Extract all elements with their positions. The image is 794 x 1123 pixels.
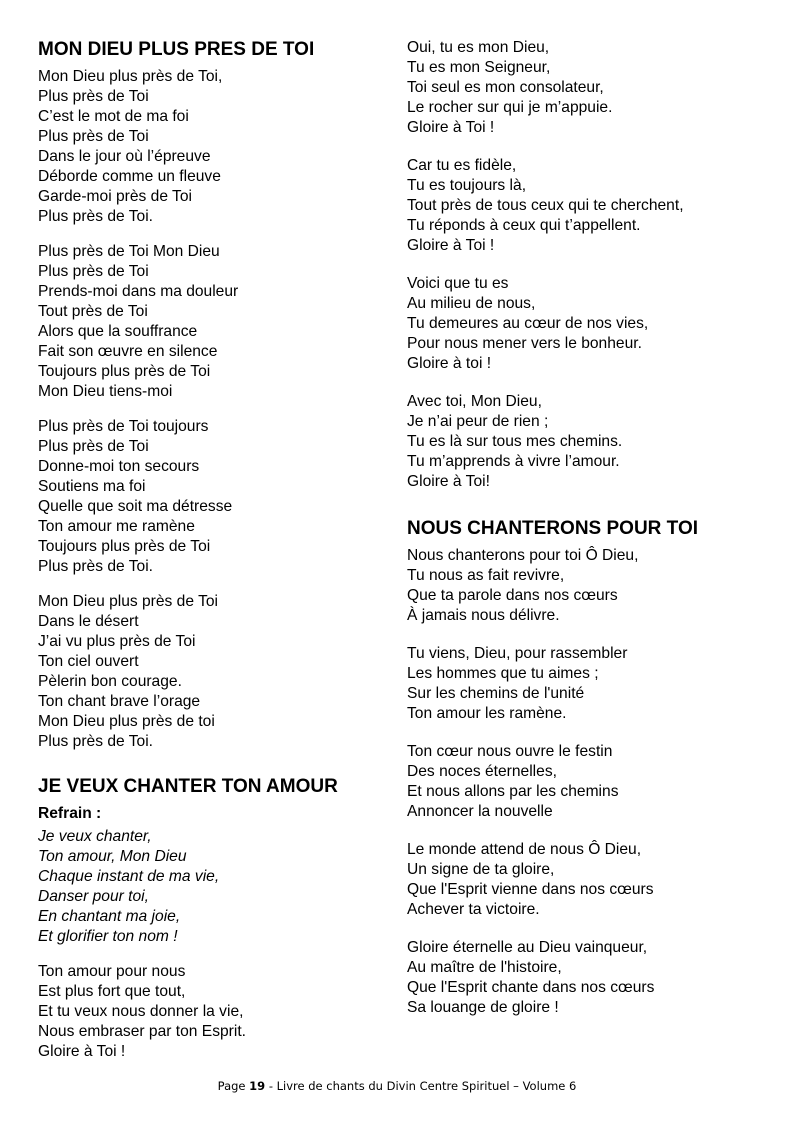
lyric-line: Ton chant brave l’orage bbox=[38, 693, 201, 710]
lyric-line: Tout près de tous ceux qui te cherchent, bbox=[407, 197, 684, 214]
lyric-line: Soutiens ma foi bbox=[38, 478, 146, 495]
lyric-line: Sur les chemins de l'unité bbox=[407, 685, 585, 702]
lyric-line: Sa louange de gloire ! bbox=[407, 999, 559, 1016]
lyric-line: Toujours plus près de Toi bbox=[38, 538, 211, 555]
right-column bbox=[407, 38, 767, 1018]
stanza bbox=[407, 840, 767, 920]
song-body-nous-chanterons bbox=[407, 546, 767, 1018]
lyric-line: Pèlerin bon courage. bbox=[38, 673, 182, 690]
lyric-line: Les hommes que tu aimes ; bbox=[407, 665, 599, 682]
stanza bbox=[407, 742, 767, 822]
lyric-line: Mon Dieu tiens-moi bbox=[38, 383, 173, 400]
lyric-line: Le monde attend de nous Ô Dieu, bbox=[407, 841, 642, 858]
lyric-line: Garde-moi près de Toi bbox=[38, 188, 192, 205]
lyric-line: Gloire à toi ! bbox=[407, 355, 492, 372]
lyric-line: Mon Dieu plus près de toi bbox=[38, 713, 215, 730]
lyric-line: Gloire à Toi ! bbox=[38, 1043, 126, 1060]
lyric-line: Tu es là sur tous mes chemins. bbox=[407, 433, 623, 450]
stanza bbox=[407, 274, 767, 374]
stanza bbox=[407, 644, 767, 724]
lyric-line: Oui, tu es mon Dieu, bbox=[407, 39, 550, 56]
footer-prefix: Page bbox=[217, 1079, 250, 1093]
refrain-text bbox=[38, 827, 388, 947]
lyric-line: Quelle que soit ma détresse bbox=[38, 498, 233, 515]
lyric-line: Plus près de Toi Mon Dieu bbox=[38, 243, 220, 260]
lyric-line: Plus près de Toi bbox=[38, 88, 149, 105]
lyric-line: Gloire éternelle au Dieu vainqueur, bbox=[407, 939, 648, 956]
lyric-line: Ton amour les ramène. bbox=[407, 705, 567, 722]
lyric-line: Danser pour toi, bbox=[38, 888, 149, 905]
stanza bbox=[407, 392, 767, 492]
lyric-line: Tu es toujours là, bbox=[407, 177, 527, 194]
refrain-label: Refrain : bbox=[38, 805, 102, 822]
lyric-line: Gloire à Toi ! bbox=[407, 119, 495, 136]
lyric-line: Mon Dieu plus près de Toi bbox=[38, 593, 219, 610]
lyric-line: Des noces éternelles, bbox=[407, 763, 557, 780]
stanza bbox=[38, 417, 388, 577]
lyric-line: Mon Dieu plus près de Toi, bbox=[38, 68, 223, 85]
lyric-line: Au milieu de nous, bbox=[407, 295, 536, 312]
lyric-line: Gloire à Toi! bbox=[407, 473, 490, 490]
lyric-line: Est plus fort que tout, bbox=[38, 983, 186, 1000]
lyric-line: Plus près de Toi bbox=[38, 438, 149, 455]
song-body-mon-dieu bbox=[38, 67, 388, 752]
lyric-line: Gloire à Toi ! bbox=[407, 237, 495, 254]
lyric-line: Ton amour, Mon Dieu bbox=[38, 848, 187, 865]
lyric-line: Que ta parole dans nos cœurs bbox=[407, 587, 618, 604]
lyric-line: Plus près de Toi. bbox=[38, 733, 153, 750]
left-column bbox=[38, 38, 388, 1062]
lyric-line: Toujours plus près de Toi bbox=[38, 363, 211, 380]
lyric-line: Achever ta victoire. bbox=[407, 901, 540, 918]
lyric-line: Ton amour pour nous bbox=[38, 963, 186, 980]
lyric-line: Annoncer la nouvelle bbox=[407, 803, 553, 820]
lyric-line: Chaque instant de ma vie, bbox=[38, 868, 220, 885]
lyric-line: Je n’ai peur de rien ; bbox=[407, 413, 549, 430]
lyric-line: Plus près de Toi bbox=[38, 128, 149, 145]
stanza bbox=[407, 38, 767, 138]
lyric-line: Et glorifier ton nom ! bbox=[38, 928, 178, 945]
lyric-line: Tu demeures au cœur de nos vies, bbox=[407, 315, 649, 332]
lyric-line: Plus près de Toi. bbox=[38, 208, 153, 225]
lyric-line: Un signe de ta gloire, bbox=[407, 861, 555, 878]
lyric-line: Tu nous as fait revivre, bbox=[407, 567, 565, 584]
stanza bbox=[38, 67, 388, 227]
lyric-line: Nous chanterons pour toi Ô Dieu, bbox=[407, 547, 639, 564]
lyric-line: Au maître de l'histoire, bbox=[407, 959, 562, 976]
lyric-line: Ton amour me ramène bbox=[38, 518, 195, 535]
lyric-line: Pour nous mener vers le bonheur. bbox=[407, 335, 642, 352]
lyric-line: Plus près de Toi bbox=[38, 263, 149, 280]
lyric-line: Que l'Esprit vienne dans nos cœurs bbox=[407, 881, 654, 898]
lyric-line: Fait son œuvre en silence bbox=[38, 343, 218, 360]
stanza bbox=[38, 242, 388, 402]
lyric-line: Nous embraser par ton Esprit. bbox=[38, 1023, 247, 1040]
lyric-line: C’est le mot de ma foi bbox=[38, 108, 189, 125]
stanza bbox=[38, 592, 388, 752]
lyric-line: Prends-moi dans ma douleur bbox=[38, 283, 239, 300]
lyric-line: Dans le jour où l’épreuve bbox=[38, 148, 211, 165]
stanza bbox=[407, 156, 767, 256]
lyric-line: Alors que la souffrance bbox=[38, 323, 198, 340]
lyric-line: Et tu veux nous donner la vie, bbox=[38, 1003, 244, 1020]
song-body-je-veux-chanter-right bbox=[407, 38, 767, 492]
lyric-line: Tu es mon Seigneur, bbox=[407, 59, 551, 76]
lyric-line: Toi seul es mon consolateur, bbox=[407, 79, 604, 96]
lyric-line: J’ai vu plus près de Toi bbox=[38, 633, 196, 650]
lyric-line: Plus près de Toi toujours bbox=[38, 418, 209, 435]
lyric-line: Plus près de Toi. bbox=[38, 558, 153, 575]
stanza bbox=[407, 546, 767, 626]
lyric-line: Ton cœur nous ouvre le festin bbox=[407, 743, 613, 760]
lyric-line: Dans le désert bbox=[38, 613, 139, 630]
lyric-line: Je veux chanter, bbox=[38, 828, 152, 845]
lyric-line: Tu réponds à ceux qui t’appellent. bbox=[407, 217, 641, 234]
lyric-line: En chantant ma joie, bbox=[38, 908, 181, 925]
song-body-je-veux-chanter-left bbox=[38, 962, 388, 1062]
stanza bbox=[407, 938, 767, 1018]
footer-title: - Livre de chants du Divin Centre Spirituel – Volume 6 bbox=[265, 1079, 577, 1093]
lyric-line: Voici que tu es bbox=[407, 275, 509, 292]
lyric-line: Car tu es fidèle, bbox=[407, 157, 517, 174]
song-title-nous-chanterons: NOUS CHANTERONS POUR TOI bbox=[407, 518, 699, 539]
song-title-mon-dieu: MON DIEU PLUS PRES DE TOI bbox=[38, 39, 315, 60]
lyric-line: Tu viens, Dieu, pour rassembler bbox=[407, 645, 628, 662]
lyric-line: Tout près de Toi bbox=[38, 303, 148, 320]
page-footer bbox=[0, 1079, 794, 1093]
stanza bbox=[38, 962, 388, 1062]
lyric-line: Ton ciel ouvert bbox=[38, 653, 139, 670]
lyric-line: Que l'Esprit chante dans nos cœurs bbox=[407, 979, 655, 996]
lyric-line: Donne-moi ton secours bbox=[38, 458, 200, 475]
song-title-je-veux-chanter: JE VEUX CHANTER TON AMOUR bbox=[38, 776, 338, 797]
lyric-line: Et nous allons par les chemins bbox=[407, 783, 619, 800]
lyric-line: Déborde comme un fleuve bbox=[38, 168, 221, 185]
lyric-line: À jamais nous délivre. bbox=[407, 607, 560, 624]
footer-page-number: 19 bbox=[249, 1079, 266, 1093]
lyric-line: Tu m’apprends à vivre l’amour. bbox=[407, 453, 620, 470]
lyric-line: Le rocher sur qui je m’appuie. bbox=[407, 99, 613, 116]
lyric-line: Avec toi, Mon Dieu, bbox=[407, 393, 542, 410]
